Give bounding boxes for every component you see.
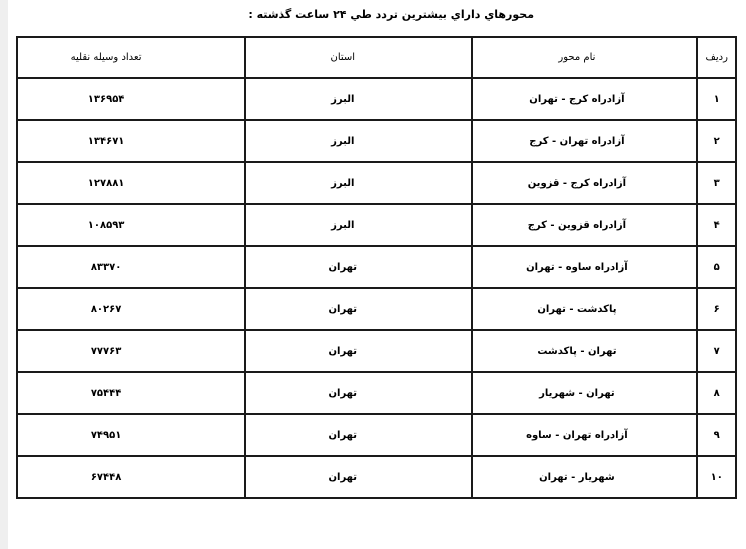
row-count	[17, 162, 245, 204]
row-index: ۷	[697, 330, 736, 372]
row-road	[472, 78, 697, 120]
table-row	[17, 246, 736, 288]
vehicle-count: ۷۴۹۵۱	[90, 429, 122, 441]
road-name: آزادراه تهران - ساوه	[526, 429, 628, 441]
province-name: تهران	[328, 345, 358, 357]
header-province-label: استان	[330, 52, 356, 63]
row-road	[472, 372, 697, 414]
header-count-label: تعداد وسيله نقليه	[70, 52, 142, 63]
road-name: آزادراه كرج - قزوين	[527, 177, 627, 189]
table-row	[17, 78, 736, 120]
table-row	[17, 330, 736, 372]
row-province	[245, 162, 472, 204]
row-province	[245, 204, 472, 246]
row-road	[472, 246, 697, 288]
row-count	[17, 414, 245, 456]
row-province	[245, 330, 472, 372]
table-row	[17, 204, 736, 246]
row-index: ۱	[697, 78, 736, 120]
row-count	[17, 246, 245, 288]
row-province	[245, 414, 472, 456]
province-name: البرز	[331, 177, 355, 189]
vehicle-count: ۱۳۶۹۵۴	[87, 93, 125, 105]
header-index	[697, 37, 736, 78]
vehicle-count: ۱۲۷۸۸۱	[87, 177, 125, 189]
row-road	[472, 456, 697, 498]
row-count	[17, 372, 245, 414]
province-name: تهران	[328, 429, 358, 441]
row-index: ۵	[697, 246, 736, 288]
row-road	[472, 330, 697, 372]
vehicle-count: ۱۰۸۵۹۳	[87, 219, 125, 231]
road-name: آزادراه قزوين - كرج	[527, 219, 627, 231]
vehicle-count: ۷۵۴۴۴	[90, 387, 122, 399]
table-row	[17, 456, 736, 498]
row-province	[245, 78, 472, 120]
row-province	[245, 288, 472, 330]
row-province	[245, 120, 472, 162]
province-name: البرز	[331, 135, 355, 147]
vehicle-count: ۷۷۷۶۳	[90, 345, 122, 357]
row-count	[17, 330, 245, 372]
row-count	[17, 456, 245, 498]
row-index: ۴	[697, 204, 736, 246]
row-index: ۱۰	[697, 456, 736, 498]
header-count	[17, 37, 245, 78]
table-row	[17, 288, 736, 330]
row-count	[17, 78, 245, 120]
row-index: ۳	[697, 162, 736, 204]
road-name: آزادراه ساوه - تهران	[526, 261, 628, 273]
row-province	[245, 246, 472, 288]
traffic-table	[16, 36, 737, 499]
row-count	[17, 204, 245, 246]
row-road	[472, 120, 697, 162]
province-name: تهران	[328, 303, 358, 315]
row-index: ۲	[697, 120, 736, 162]
row-province	[245, 456, 472, 498]
table-row	[17, 414, 736, 456]
row-index: ۹	[697, 414, 736, 456]
road-name: شهريار - تهران	[539, 471, 615, 483]
header-road	[472, 37, 697, 78]
vehicle-count: ۶۷۴۴۸	[90, 471, 122, 483]
province-name: تهران	[328, 471, 358, 483]
header-province	[245, 37, 472, 78]
table-header-row	[17, 37, 736, 78]
row-index: ۸	[697, 372, 736, 414]
row-count	[17, 288, 245, 330]
province-name: البرز	[331, 93, 355, 105]
road-name: آزادراه كرج - تهران	[529, 93, 625, 105]
province-name: تهران	[328, 387, 358, 399]
header-road-label: نام محور	[558, 52, 596, 63]
table-row	[17, 372, 736, 414]
row-province	[245, 372, 472, 414]
vehicle-count: ۸۰۲۶۷	[90, 303, 122, 315]
road-name: آزادراه تهران - كرج	[529, 135, 625, 147]
row-road	[472, 204, 697, 246]
vehicle-count: ۸۳۳۷۰	[90, 261, 122, 273]
province-name: البرز	[331, 219, 355, 231]
road-name: تهران - پاكدشت	[537, 345, 617, 357]
table-row	[17, 162, 736, 204]
left-margin-strip	[0, 0, 8, 549]
row-road	[472, 288, 697, 330]
page-title: محورهاي داراي بيشترين تردد طي ۲۴ ساعت گذشته :	[248, 8, 534, 21]
row-road	[472, 414, 697, 456]
row-road	[472, 162, 697, 204]
road-name: پاكدشت - تهران	[537, 303, 617, 315]
row-count	[17, 120, 245, 162]
row-index: ۶	[697, 288, 736, 330]
table-row	[17, 120, 736, 162]
province-name: تهران	[328, 261, 358, 273]
road-name: تهران - شهريار	[539, 387, 615, 399]
header-index-label: رديف	[705, 52, 728, 63]
vehicle-count: ۱۳۴۶۷۱	[87, 135, 125, 147]
